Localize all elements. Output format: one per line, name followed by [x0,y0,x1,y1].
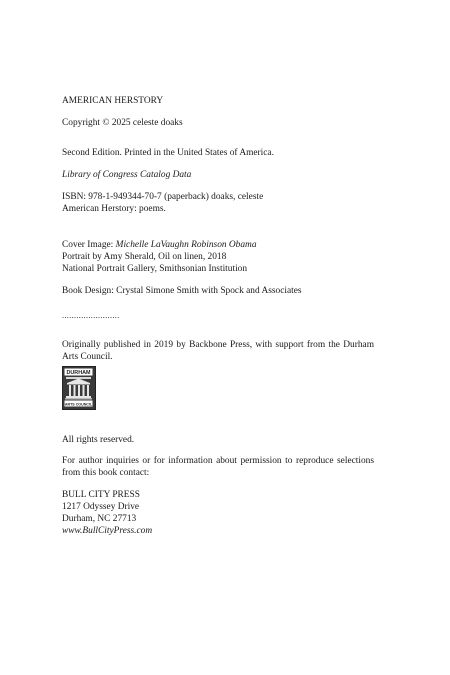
durham-arts-council-logo [62,366,96,410]
durham-building-icon [63,367,94,408]
copyright-page [62,95,374,537]
portrait-credit: Portrait by Amy Sherald, Oil on linen, 2018 [62,252,227,262]
cover-image-label: Cover Image: [62,240,116,250]
cover-image-title: Michelle LaVaughn Robinson Obama [115,240,257,250]
inquiries-line: For author inquiries or for information about permission to reproduce selections from this book contact: [62,456,374,478]
cover-image-line [62,239,374,251]
publisher-name: BULL CITY PRESS [62,490,140,500]
publisher-website: www.BullCityPress.com [62,526,153,536]
logo-bottom-text: ARTS COUNCIL [64,402,93,407]
isbn-line: ISBN: 978-1-949344-70-7 (paperback) doaks, celeste [62,192,264,202]
copyright-line: Copyright © 2025 celeste doaks [62,118,183,128]
catalog-title: American Herstory: poems. [62,204,166,214]
divider-dots: ........................ [62,311,120,320]
publisher-street: 1217 Odyssey Drive [62,502,140,512]
book-title: AMERICAN HERSTORY [62,96,164,106]
edition-line: Second Edition. Printed in the United States of America. [62,148,274,158]
book-design-credit: Book Design: Crystal Simone Smith with Spock and Associates [62,286,302,296]
rights-line: All rights reserved. [62,435,135,445]
originally-published: Originally published in 2019 by Backbone Press, with support from the Durham Arts Council. [62,340,374,362]
logo-top-text: DURHAM [66,370,91,377]
catalog-heading: Library of Congress Catalog Data [62,170,192,180]
gallery-credit: National Portrait Gallery, Smithsonian Institution [62,264,248,274]
publisher-city: Durham, NC 27713 [62,514,137,524]
